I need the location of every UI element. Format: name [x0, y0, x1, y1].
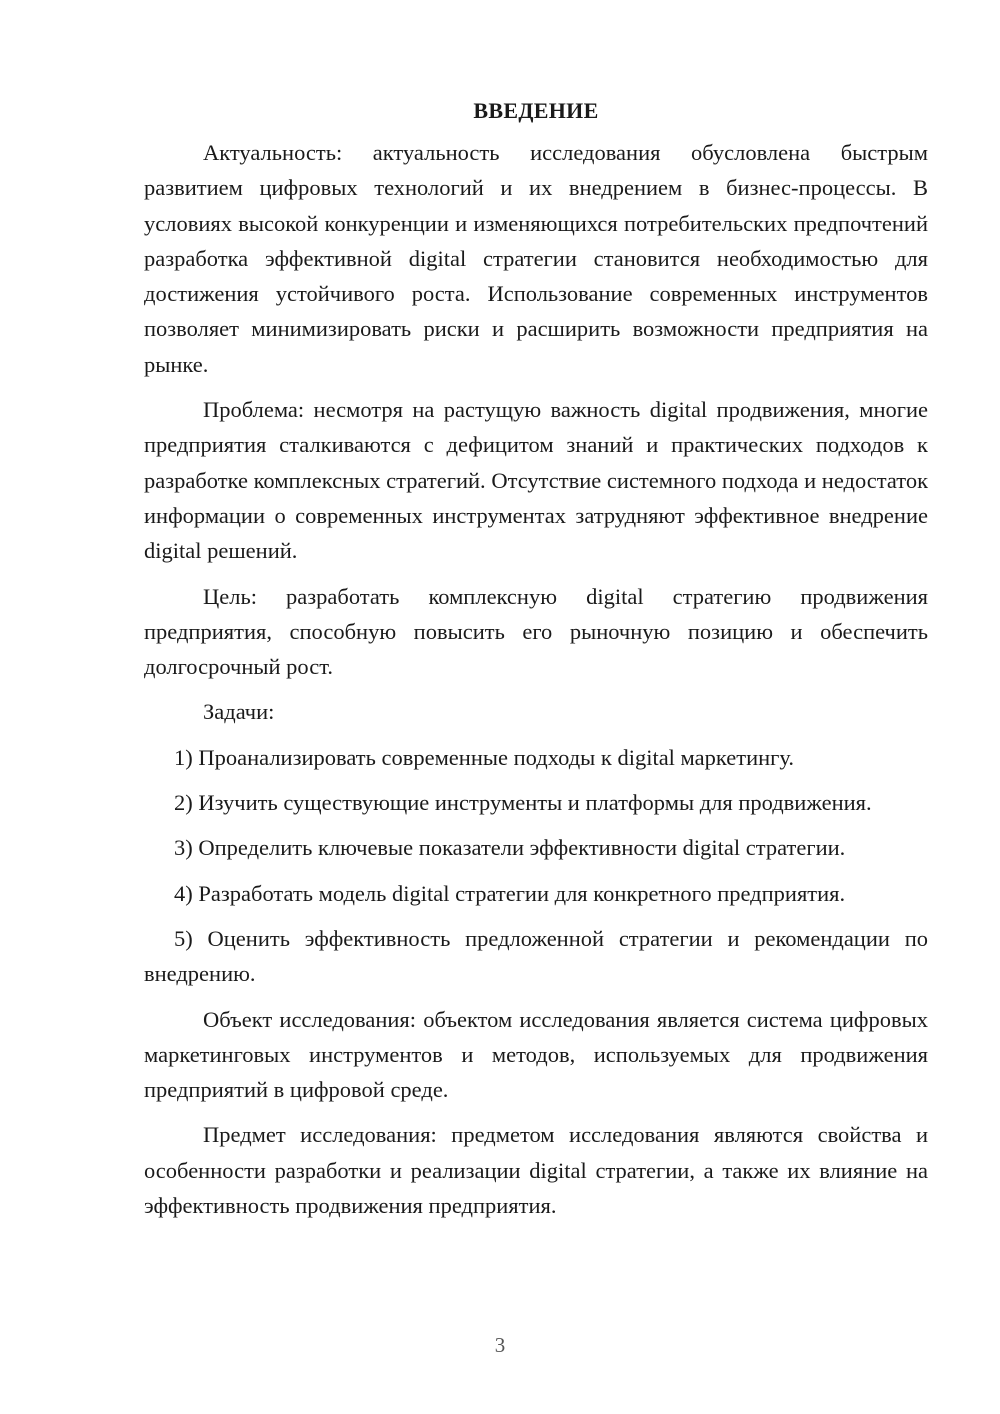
page-number: 3 — [494, 1333, 506, 1357]
tasks-label: Задачи: — [203, 699, 275, 725]
document-page — [144, 93, 928, 1233]
paragraph-object: Объект исследования: объектом исследования является система цифровых маркетинговых инструментов и методов, используемых для продвижения предприятий в цифровой среде. — [144, 1006, 928, 1103]
task-item-4: 4) Разработать модель digital стратегии для конкретного предприятия. — [174, 880, 846, 906]
page-title: ВВЕДЕНИЕ — [473, 98, 599, 123]
paragraph-goal: Цель: разработать комплексную digital стратегию продвижения предприятия, способную повысить его рыночную позицию и обеспечить долгосрочный рост. — [144, 583, 928, 680]
paragraph-problem: Проблема: несмотря на растущую важность digital продвижения, многие предприятия сталкиваются с дефицитом знаний и практических подходов к разработке комплексных стратегий. Отсутствие системного подхода и недостаток информации о современных инструментах затрудняют эффективное внедрение digital решений. — [144, 397, 928, 564]
paragraph-relevance: Актуальность: актуальность исследования обусловлена быстрым развитием цифровых технологий и их внедрением в бизнес-процессы. В условиях высокой конкуренции и изменяющихся потребительских предпочтений разработка эффективной digital стратегии становится необходимостью для достижения устойчивого роста. Использование современных инструментов позволяет минимизировать риски и расширить возможности предприятия на рынке. — [144, 140, 928, 377]
paragraph-subject: Предмет исследования: предметом исследования являются свойства и особенности разработки и реализации digital стратегии, а также их влияние на эффективность продвижения предприятия. — [144, 1122, 928, 1219]
task-item-1: 1) Проанализировать современные подходы к digital маркетингу. — [174, 744, 795, 770]
task-item-2: 2) Изучить существующие инструменты и платформы для продвижения. — [174, 790, 872, 816]
task-item-5: 5) Оценить эффективность предложенной стратегии и рекомендации по внедрению. — [144, 925, 928, 987]
task-item-3: 3) Определить ключевые показатели эффективности digital стратегии. — [174, 835, 846, 861]
